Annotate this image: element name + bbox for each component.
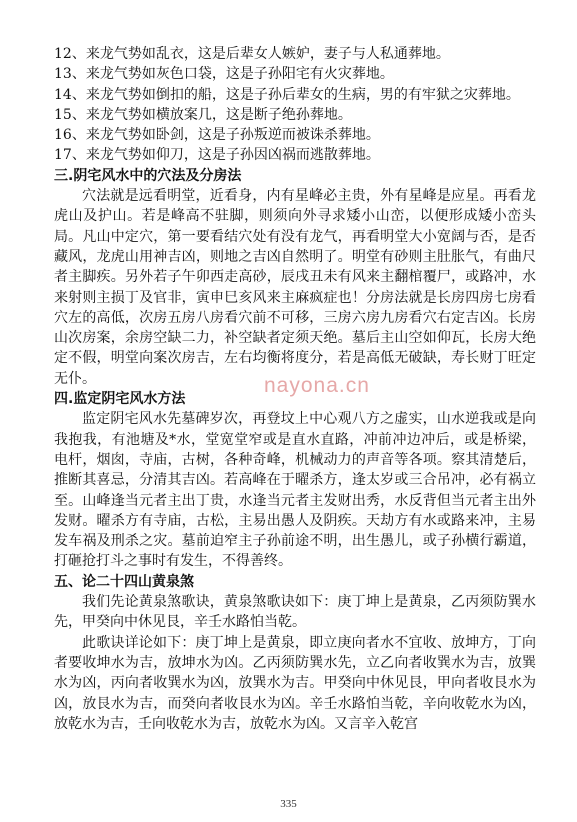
section-5-para-1: 我们先论黄泉煞歌诀，黄泉煞歌诀如下：庚丁坤上是黄泉，乙丙须防巽水先，甲癸向中休见艮，辛壬水路怕当乾。 (54, 594, 536, 631)
watermark: nayona.cn (264, 374, 370, 397)
list-item: 13、来龙气势如灰色口袋，这是子孙阳宅有火灾葬地。 (54, 66, 394, 83)
section-heading-4: 四.监定阴宅风水方法 (54, 391, 186, 408)
list-item: 15、来龙气势如横放案几，这是断子绝孙葬地。 (54, 106, 352, 123)
section-4-body: 监定阴宅风水先墓碑岁次，再登坟上中心观八方之虚实，山水逆我或是向我抱我，有池塘及*水，堂宽堂窄或是直水直路，冲前冲边冲后，或是桥梁，电杆，烟囱，寺庙，古树，各种奇峰，机械动力的声音等各项。察其清楚后，推断其喜忌，分清其吉凶。若高峰在于曜杀方，逢太岁或三合吊冲，必有祸立至。山峰逢当元者主出丁贵，水逢当元者主发财出秀，水反背但当元者主出外发财。曜杀方有寺庙，古松，主易出愚人及阴疾。天劫方有水或路来冲，主易发车祸及刑杀之灾。墓前迫窄主子孙前途不明，出生愚儿，或子孙横行霸道，打砸抢打斗之事时有发生，不得善终。 (54, 411, 536, 570)
section-heading-5: 五、论二十四山黄泉煞 (54, 573, 194, 590)
list-item: 16、来龙气势如卧剑，这是子孙叛逆而被诛杀葬地。 (54, 127, 380, 144)
section-heading-3: 三.阴宅风水中的穴法及分房法 (54, 167, 242, 184)
page-number: 335 (280, 798, 297, 810)
section-5-para-2: 此歌诀详论如下：庚丁坤上是黄泉，即立庚向者水不宜收、放坤方，丁向者要收坤水为吉，放坤水为凶。乙丙须防巽水先，立乙向者收巽水为吉，放巽水为凶，丙向者收巽水为凶，放巽水为吉。甲癸向中休见艮，甲向者收艮水为凶，放艮水为吉，而癸向者收艮水为凶。辛壬水路怕当乾，辛向收乾水为凶，放乾水为吉，壬向收乾水为吉，放乾水为凶。又言辛入乾宫 (54, 634, 536, 732)
list-item: 12、来龙气势如乱衣，这是后辈女人嫉妒，妻子与人私通葬地。 (54, 46, 450, 62)
list-item: 17、来龙气势如仰刀，这是子孙因凶祸而逃散葬地。 (54, 147, 380, 164)
list-item: 14、来龙气势如倒扣的船，这是子孙后辈女的生病，男的有牢狱之灾葬地。 (54, 86, 520, 103)
section-3-body: 穴法就是远看明堂，近看身，内有星峰必主贵，外有星峰是应星。再看龙虎山及护山。若是峰高不驻脚，则须向外寻求矮小山峦，以便形成矮小峦头局。凡山中定穴，第一要看结穴处有没有龙气，再看明堂大小宽阔与否，是否藏风，龙虎山用神吉凶，则地之吉凶自然明了。明堂有砂则主肚胀气，有曲尺者主脚疾。另外若子午卯西走高砂，辰戌丑未有风来主翻棺覆尸，或路冲，水来射则主损丁及官非，寅申巳亥风来主麻疯症也！分房法就是长房四房七房看穴左的高低，次房五房八房看穴前不可移，三房六房九房看穴右定吉凶。长房山次房案，余房空缺二力，补空缺者定须天绝。墓后主山空如仰瓦，长房大绝定不假，明堂向案次房吉，左右均衡将度分，若是高低无破缺，寿长财丁旺定无仆。 (54, 188, 536, 387)
